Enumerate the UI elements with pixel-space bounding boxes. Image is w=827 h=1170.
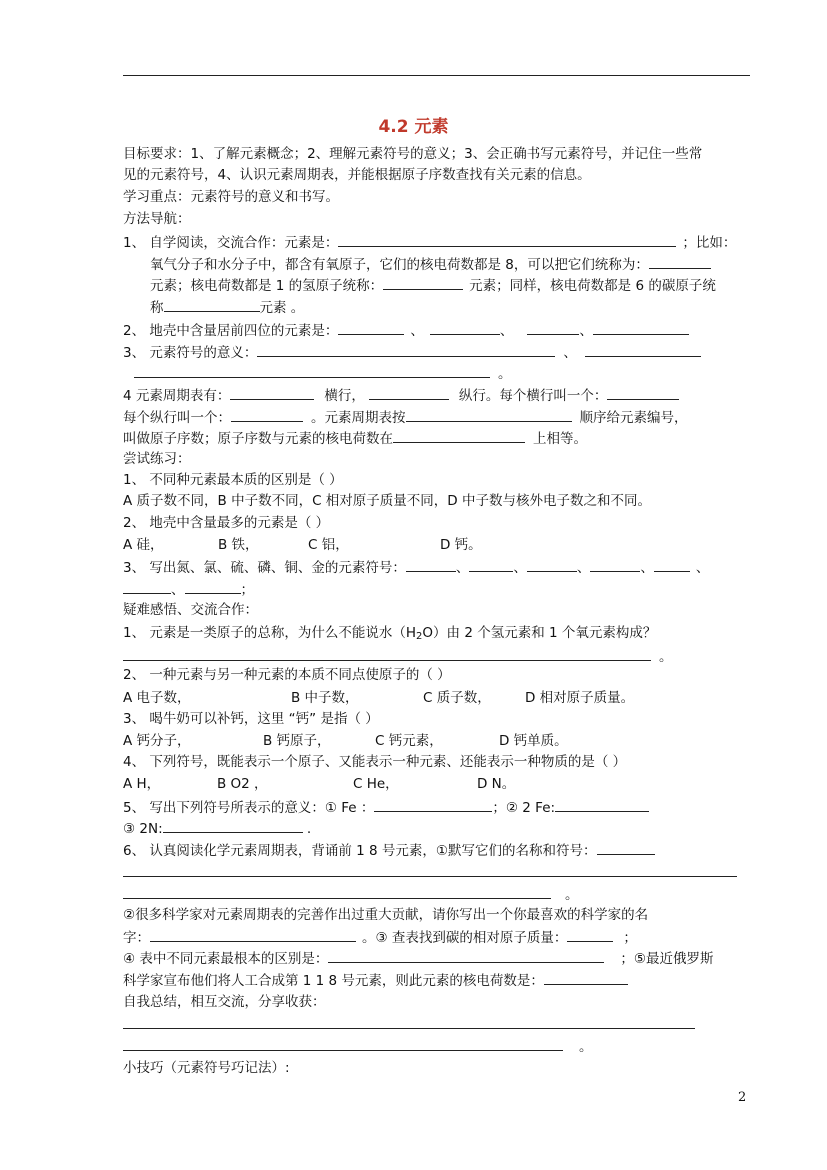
answer-blank[interactable] — [338, 320, 404, 335]
try-heading: 尝试练习： — [123, 451, 191, 467]
summary-line-1 — [123, 1014, 695, 1035]
d6-line-5: 科学家宣布他们将人工合成第 1 1 8 号元素，则此元素的核电荷数是： — [123, 970, 628, 991]
q1-line-3: 元素；核电荷数都是 1 的氢原子统称： 元素；同样，核电荷数都是 6 的碳原子统 — [150, 275, 716, 296]
q2-line: 2、 地壳中含量居前四位的元素是： 、 、 、 — [123, 320, 689, 341]
answer-blank[interactable] — [555, 797, 649, 812]
answer-blank[interactable] — [257, 342, 555, 357]
answer-blank[interactable] — [406, 557, 456, 572]
t3-line-1: 3、 写出氮、氯、硫、磷、铜、金的元素符号： 、 、 、 、 、 — [123, 557, 709, 578]
d6-line-4: ④ 表中不同元素最根本的区别是： ；⑤最近俄罗斯 — [123, 948, 714, 969]
answer-blank[interactable] — [134, 363, 490, 378]
t2-options: A 硅， B 铁， C 铝， D 钙。 — [123, 537, 482, 553]
answer-blank[interactable] — [406, 407, 572, 422]
answer-blank[interactable] — [230, 385, 314, 400]
answer-blank[interactable] — [231, 407, 303, 422]
answer-blank[interactable] — [123, 884, 551, 899]
d6-line-3: 字： 。③ 查表找到碳的相对原子质量： ； — [123, 927, 637, 948]
answer-blank[interactable] — [430, 320, 500, 335]
d6-answer-line-2: 。 — [123, 884, 579, 905]
d6-line-1: 6、 认真阅读化学元素周期表，背诵前 1 8 号元素，①默写它们的名称和符号： — [123, 840, 655, 861]
d6-line-2: ②很多科学家对元素周期表的完善作出过重大贡献，请你写出一个你最喜欢的科学家的名 — [123, 907, 649, 923]
q4-line-1: 4 元素周期表有： 横行， 纵行。每个横行叫一个： — [123, 385, 679, 406]
answer-blank[interactable] — [527, 557, 577, 572]
method-heading: 方法导航： — [123, 211, 191, 227]
q1-line-2: 氧气分子和水分子中，都含有氧原子，它们的核电荷数都是 8，可以把它们统称为： — [150, 254, 711, 275]
q1-line-4: 称 元素 。 — [150, 297, 304, 318]
t3-line-2: 、 ； — [123, 579, 254, 600]
t2-question: 2、 地壳中含量最多的元素是（ ） — [123, 515, 330, 531]
answer-blank[interactable] — [607, 385, 679, 400]
difficulty-heading: 疑难感悟、交流合作： — [123, 602, 258, 618]
answer-blank[interactable] — [585, 342, 701, 357]
answer-blank[interactable] — [328, 948, 604, 963]
t1-options: A 质子数不同，B 中子数不同，C 相对原子质量不同，D 中子数与核外电子数之和不同。 — [123, 493, 651, 509]
page-title: 4.2 元素 — [378, 117, 449, 137]
summary-line-2: 。 — [123, 1036, 593, 1057]
d3-options: A 钙分子， B 钙原子， C 钙元素， D 钙单质。 — [123, 733, 568, 749]
q4-line-2: 每个纵行叫一个： 。元素周期表按 顺序给元素编号， — [123, 407, 688, 428]
tip-heading: 小技巧（元素符号巧记法）: — [123, 1060, 290, 1076]
answer-blank[interactable] — [649, 254, 711, 269]
answer-blank[interactable] — [567, 927, 613, 942]
answer-blank[interactable] — [185, 579, 241, 594]
answer-blank[interactable] — [150, 927, 356, 942]
answer-blank[interactable] — [597, 840, 655, 855]
page-number: 2 — [738, 1090, 747, 1105]
d4-options: A H， B O2 ， C He， D N。 — [123, 776, 516, 792]
answer-blank[interactable] — [590, 557, 640, 572]
answer-blank[interactable] — [527, 320, 579, 335]
d2-question: 2、 一种元素与另一种元素的本质不同点使原子的（ ） — [123, 667, 451, 683]
q3-line-1: 3、 元素符号的意义： 、 — [123, 342, 701, 363]
d3-question: 3、 喝牛奶可以补钙，这里 “钙” 是指（ ） — [123, 711, 379, 727]
q4-line-3: 叫做原子序数；原子序数与元素的核电荷数在 上相等。 — [123, 428, 587, 449]
d5-line-2: ③ 2N: . — [123, 818, 311, 839]
answer-blank[interactable] — [123, 862, 737, 877]
d2-options: A 电子数， B 中子数， C 质子数， D 相对原子质量。 — [123, 690, 635, 706]
q3-line-2: 。 — [134, 363, 512, 384]
q1-line-1: 1、 自学阅读，交流合作：元素是： ；比如： — [123, 232, 736, 253]
focus-line: 学习重点：元素符号的意义和书写。 — [123, 189, 339, 205]
answer-blank[interactable] — [163, 818, 303, 833]
answer-blank[interactable] — [383, 275, 463, 290]
goal-line-1: 目标要求：1、了解元素概念；2、理解元素符号的意义；3、会正确书写元素符号，并记住一些常 — [123, 146, 703, 162]
answer-blank[interactable] — [338, 232, 676, 247]
d4-question: 4、 下列符号，既能表示一个原子、又能表示一种元素、还能表示一种物质的是（ ） — [123, 754, 627, 770]
answer-blank[interactable] — [164, 297, 260, 312]
answer-blank[interactable] — [123, 579, 171, 594]
t1-question: 1、 不同种元素最本质的区别是（ ） — [123, 472, 343, 488]
answer-blank[interactable] — [544, 970, 628, 985]
answer-blank[interactable] — [593, 320, 689, 335]
header-rule — [123, 75, 750, 76]
answer-blank[interactable] — [123, 1036, 563, 1051]
answer-blank[interactable] — [469, 557, 513, 572]
d5-line-1: 5、 写出下列符号所表示的意义：① Fe ： ；② 2 Fe: — [123, 797, 649, 818]
answer-blank[interactable] — [374, 797, 492, 812]
goal-line-2: 见的元素符号，4、认识元素周期表，并能根据原子序数查找有关元素的信息。 — [123, 167, 591, 183]
d6-answer-line-1 — [123, 862, 737, 883]
answer-blank[interactable] — [123, 1014, 695, 1029]
answer-blank[interactable] — [393, 428, 525, 443]
d1-question: 1、 元素是一类原子的总称，为什么不能说水$(H_2O)$由 2 个氢元素和 1 个氧元素构成？ — [123, 625, 657, 642]
d1-answer-line: 。 — [123, 646, 673, 667]
answer-blank[interactable] — [654, 557, 690, 572]
answer-blank[interactable] — [369, 385, 449, 400]
answer-blank[interactable] — [123, 646, 651, 661]
summary-heading: 自我总结，相互交流，分享收获： — [123, 994, 326, 1010]
